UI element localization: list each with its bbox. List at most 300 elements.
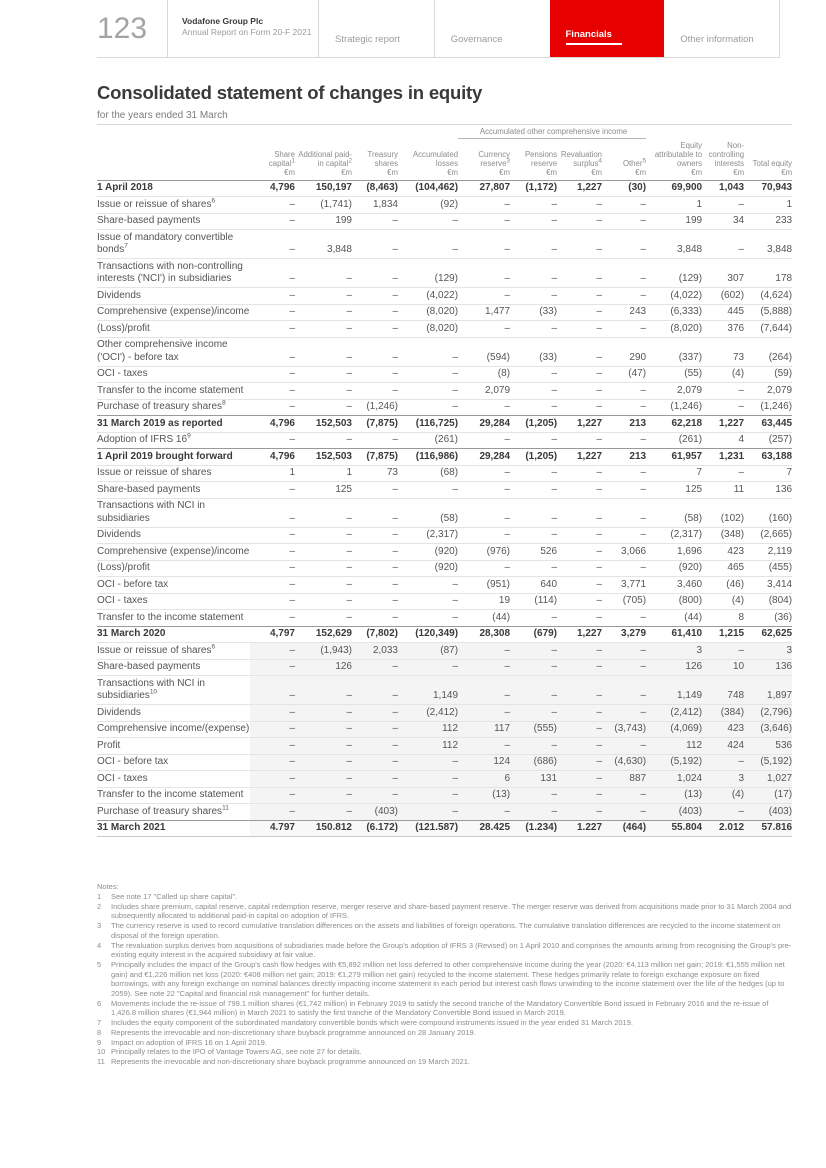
table-cell: –: [352, 754, 398, 771]
table-cell: (1.234): [510, 820, 557, 837]
table-cell: 3: [646, 643, 702, 660]
table-cell: –: [398, 213, 458, 230]
page-subtitle: for the years ended 31 March: [97, 110, 228, 121]
note-item: [97, 1047, 794, 1057]
table-cell: –: [295, 738, 352, 755]
note-text: The revaluation surplus derives from acquisitions of subsidiaries made before the Group's adoption of IFRS 3 (Revised) on 1 April 2010 and comprises the amounts arising from recognising the Group's pre-existing equity interest in the acquired subsidiary at fair value.: [111, 940, 792, 960]
table-row: [97, 259, 792, 288]
table-cell: –: [510, 321, 557, 338]
row-label: Share-based payments: [97, 482, 250, 499]
page-header: [97, 0, 780, 58]
table-cell: –: [557, 721, 602, 738]
table-cell: –: [398, 366, 458, 383]
table-cell: –: [295, 527, 352, 544]
notes-section: [97, 882, 794, 1067]
table-cell: 3,848: [744, 230, 792, 259]
table-cell: –: [250, 659, 295, 676]
table-cell: –: [458, 498, 510, 527]
row-label: Issue or reissue of shares$^6$: [97, 197, 250, 214]
table-cell: –: [510, 643, 557, 660]
table-cell: –: [295, 804, 352, 821]
row-label: Profit: [97, 738, 250, 755]
table-cell: –: [557, 259, 602, 288]
table-cell: –: [352, 288, 398, 305]
table-cell: (46): [702, 577, 744, 594]
table-cell: 28,308: [458, 626, 510, 643]
table-cell: 748: [702, 676, 744, 705]
table-row: [97, 593, 792, 610]
table-cell: –: [602, 383, 646, 400]
table-cell: –: [557, 676, 602, 705]
table-cell: 213: [602, 449, 646, 466]
table-cell: –: [510, 213, 557, 230]
note-text: Represents the irrevocable and non-discretionary share buyback programme announced on 28 January 2019.: [111, 1027, 476, 1037]
column-unit: €m: [284, 167, 295, 177]
tab-label: Strategic report: [335, 34, 400, 45]
table-cell: –: [602, 610, 646, 627]
table-cell: 1,149: [646, 676, 702, 705]
table-cell: 73: [702, 337, 744, 366]
row-label: Transactions with non-controlling interests ('NCI') in subsidiaries: [97, 259, 250, 288]
table-cell: –: [702, 230, 744, 259]
table-cell: –: [250, 787, 295, 804]
table-cell: –: [250, 482, 295, 499]
spanner-spacer-right: [646, 125, 792, 139]
column-unit: €m: [499, 167, 511, 177]
row-label: Adoption of IFRS $16^9$: [97, 432, 250, 449]
table-cell: –: [557, 321, 602, 338]
table-cell: 465: [702, 560, 744, 577]
table-cell: 199: [646, 213, 702, 230]
table-cell: (800): [646, 593, 702, 610]
table-cell: 150.812: [295, 820, 352, 837]
table-cell: –: [295, 399, 352, 416]
table-cell: 117: [458, 721, 510, 738]
table-cell: –: [458, 804, 510, 821]
table-cell: 2,033: [352, 643, 398, 660]
table-cell: –: [458, 230, 510, 259]
row-label: Transfer to the income statement: [97, 610, 250, 627]
table-cell: (976): [458, 544, 510, 561]
table-cell: 233: [744, 213, 792, 230]
table-cell: (2,317): [646, 527, 702, 544]
table-cell: –: [352, 544, 398, 561]
table-cell: –: [352, 337, 398, 366]
table-cell: 2,079: [646, 383, 702, 400]
table-cell: –: [602, 482, 646, 499]
table-cell: 6: [458, 771, 510, 788]
table-cell: –: [458, 738, 510, 755]
table-cell: (1,246): [646, 399, 702, 416]
table-cell: –: [510, 738, 557, 755]
table-cell: 526: [510, 544, 557, 561]
table-cell: 1,024: [646, 771, 702, 788]
table-cell: –: [458, 643, 510, 660]
aoci-spanner-row: [97, 125, 792, 139]
table-cell: –: [702, 804, 744, 821]
table-cell: –: [398, 659, 458, 676]
table-cell: –: [458, 259, 510, 288]
table-cell: –: [510, 482, 557, 499]
row-label: (Loss)/profit: [97, 321, 250, 338]
column-header: Revaluation surplus$^4$ €m: [557, 139, 602, 181]
table-row: [97, 610, 792, 627]
table-cell: –: [458, 399, 510, 416]
table-cell: 126: [295, 659, 352, 676]
table-cell: –: [602, 213, 646, 230]
table-row: [97, 482, 792, 499]
row-label: Share-based payments: [97, 213, 250, 230]
table-cell: 3,460: [646, 577, 702, 594]
table-cell: –: [295, 432, 352, 449]
table-cell: –: [557, 738, 602, 755]
table-cell: –: [458, 482, 510, 499]
table-cell: –: [510, 259, 557, 288]
table-cell: –: [352, 304, 398, 321]
table-cell: –: [352, 527, 398, 544]
note-text: See note 17 "Called up share capital".: [111, 892, 238, 901]
table-cell: (3,646): [744, 721, 792, 738]
table-cell: –: [250, 321, 295, 338]
table-cell: (1,205): [510, 416, 557, 433]
table-cell: (55): [646, 366, 702, 383]
table-cell: (92): [398, 197, 458, 214]
table-cell: 536: [744, 738, 792, 755]
table-cell: (5,888): [744, 304, 792, 321]
table-cell: –: [557, 197, 602, 214]
column-header: Accumulated losses €m: [398, 139, 458, 181]
table-cell: –: [510, 659, 557, 676]
table-row: [97, 626, 792, 643]
tab-financials[interactable]: [550, 0, 665, 57]
note-text: The currency reserve is used to record cumulative translation differences on the assets and liabilities of foreign operations. The cumulative translation differences are recycled to the income statement on disposal of the foreign operation.: [111, 921, 781, 940]
table-cell: –: [398, 610, 458, 627]
table-cell: (160): [744, 498, 792, 527]
table-cell: (594): [458, 337, 510, 366]
active-tab-underline: [566, 43, 622, 45]
table-cell: 10: [702, 659, 744, 676]
table-cell: –: [250, 230, 295, 259]
row-label: 1 April 2019 brought forward: [97, 449, 250, 466]
tab-label: Other information: [680, 34, 754, 45]
table-cell: –: [510, 787, 557, 804]
table-cell: –: [352, 482, 398, 499]
table-cell: (4,624): [744, 288, 792, 305]
table-cell: (58): [646, 498, 702, 527]
table-cell: (920): [646, 560, 702, 577]
table-row: [97, 676, 792, 705]
table-cell: –: [510, 197, 557, 214]
table-cell: (1,246): [352, 399, 398, 416]
table-row: [97, 197, 792, 214]
table-cell: (3,743): [602, 721, 646, 738]
row-label: Transfer to the income statement: [97, 787, 250, 804]
row-label: OCI - taxes: [97, 593, 250, 610]
table-row: [97, 544, 792, 561]
table-cell: –: [557, 577, 602, 594]
table-cell: 243: [602, 304, 646, 321]
table-cell: –: [295, 366, 352, 383]
note-text: Principally relates to the IPO of Vantage Towers AG, see note 27 for details.: [111, 1047, 362, 1057]
table-cell: –: [510, 705, 557, 722]
table-cell: 1: [250, 465, 295, 482]
tab-strategic-report[interactable]: [318, 0, 434, 57]
note-number: 2: [97, 901, 102, 911]
note-item: [97, 1018, 794, 1028]
table-cell: –: [295, 705, 352, 722]
column-unit: €m: [635, 167, 647, 177]
table-cell: –: [458, 197, 510, 214]
table-cell: –: [510, 399, 557, 416]
table-cell: –: [602, 787, 646, 804]
table-cell: (920): [398, 560, 458, 577]
column-unit: €m: [341, 167, 352, 177]
column-unit: €m: [733, 167, 745, 177]
table-cell: (1,246): [744, 399, 792, 416]
table-cell: 1,227: [557, 180, 602, 197]
table-row: [97, 416, 792, 433]
page-number: 123: [97, 11, 148, 45]
table-cell: (33): [510, 304, 557, 321]
note-text: Impact on adoption of IFRS 16 on 1 April 2019.: [111, 1037, 267, 1047]
table-cell: –: [557, 465, 602, 482]
table-cell: 1: [744, 197, 792, 214]
table-cell: –: [557, 482, 602, 499]
table-cell: 63,445: [744, 416, 792, 433]
table-cell: 1,897: [744, 676, 792, 705]
table-cell: –: [352, 659, 398, 676]
table-cell: (4): [702, 593, 744, 610]
table-cell: –: [602, 738, 646, 755]
table-cell: –: [702, 643, 744, 660]
table-cell: 136: [744, 482, 792, 499]
table-cell: –: [352, 676, 398, 705]
note-text: Movements include the re-issue of 799.1 million shares (€1,742 million) in February 2019 to satisfy the second tranche of the Mandatory Convertible Bond issued in February 2016 and the re-issue of 1,426.8 million shares (€1,944 million) in March 2021 to satisfy the first tranche of the Mandatory Convertible Bond issued in March 2019.: [111, 998, 769, 1018]
row-label: 31 March 2019 as reported: [97, 416, 250, 433]
table-cell: 3,066: [602, 544, 646, 561]
table-cell: –: [250, 366, 295, 383]
table-cell: –: [398, 804, 458, 821]
table-row: [97, 321, 792, 338]
table-cell: –: [250, 721, 295, 738]
table-row: [97, 804, 792, 821]
table-cell: 1,027: [744, 771, 792, 788]
table-cell: –: [510, 288, 557, 305]
table-cell: –: [295, 383, 352, 400]
table-cell: (403): [744, 804, 792, 821]
table-cell: –: [295, 337, 352, 366]
note-item: [97, 941, 794, 960]
table-cell: –: [352, 705, 398, 722]
table-cell: (7,875): [352, 449, 398, 466]
table-cell: –: [250, 259, 295, 288]
table-cell: –: [250, 432, 295, 449]
column-header-row: [97, 139, 792, 181]
table-cell: 376: [702, 321, 744, 338]
table-cell: –: [250, 676, 295, 705]
table-cell: (120,349): [398, 626, 458, 643]
table-cell: (4,022): [646, 288, 702, 305]
table-cell: 3: [702, 771, 744, 788]
table-row: [97, 337, 792, 366]
table-cell: –: [458, 659, 510, 676]
table-row: [97, 180, 792, 197]
row-label: Transfer to the income statement: [97, 383, 250, 400]
table-cell: –: [398, 754, 458, 771]
table-cell: 19: [458, 593, 510, 610]
table-cell: 307: [702, 259, 744, 288]
table-cell: 61,410: [646, 626, 702, 643]
row-label-header: [97, 139, 250, 181]
note-item: [97, 1057, 794, 1067]
note-text: Represents the irrevocable and non-discretionary share buyback programme announced on 19 March 2021.: [111, 1056, 470, 1066]
tab-label: Financials: [565, 29, 612, 40]
table-cell: 34: [702, 213, 744, 230]
table-cell: (33): [510, 337, 557, 366]
table-cell: –: [602, 659, 646, 676]
table-cell: (4): [702, 787, 744, 804]
table-cell: –: [557, 643, 602, 660]
table-cell: 131: [510, 771, 557, 788]
row-label: OCI - taxes: [97, 366, 250, 383]
table-cell: –: [510, 366, 557, 383]
table-cell: –: [702, 754, 744, 771]
table-cell: –: [398, 230, 458, 259]
table-cell: 11: [702, 482, 744, 499]
table-cell: 124: [458, 754, 510, 771]
table-cell: –: [352, 560, 398, 577]
table-cell: –: [458, 465, 510, 482]
table-cell: –: [250, 577, 295, 594]
table-cell: –: [602, 804, 646, 821]
table-row: [97, 527, 792, 544]
tab-other-information[interactable]: [664, 0, 780, 57]
table-cell: –: [352, 593, 398, 610]
row-label: Issue or reissue of shares: [97, 465, 250, 482]
table-cell: –: [557, 498, 602, 527]
table-cell: –: [510, 560, 557, 577]
table-cell: 1,834: [352, 197, 398, 214]
note-item: [97, 921, 794, 940]
table-cell: 4,796: [250, 180, 295, 197]
table-cell: –: [295, 304, 352, 321]
table-cell: 136: [744, 659, 792, 676]
row-label: Transactions with NCI in subsidiaries$^{10}$: [97, 676, 250, 705]
table-cell: –: [295, 288, 352, 305]
table-cell: –: [250, 399, 295, 416]
table-cell: 199: [295, 213, 352, 230]
table-cell: –: [557, 432, 602, 449]
row-label: 31 March 2021: [97, 820, 250, 837]
table-cell: 125: [295, 482, 352, 499]
table-cell: –: [352, 577, 398, 594]
table-cell: (920): [398, 544, 458, 561]
table-cell: –: [510, 432, 557, 449]
column-unit: €m: [591, 167, 603, 177]
table-cell: 152,503: [295, 449, 352, 466]
table-cell: –: [250, 527, 295, 544]
table-cell: –: [602, 197, 646, 214]
table-cell: (121.587): [398, 820, 458, 837]
table-cell: 4: [702, 432, 744, 449]
table-row: [97, 787, 792, 804]
table-cell: –: [458, 321, 510, 338]
table-cell: –: [602, 676, 646, 705]
table-cell: (337): [646, 337, 702, 366]
table-cell: –: [557, 544, 602, 561]
page-title: Consolidated statement of changes in equity: [97, 82, 483, 103]
row-label: Other comprehensive income ('OCI') - before tax: [97, 337, 250, 366]
table-cell: 1,227: [557, 626, 602, 643]
spanner-spacer-left: [97, 125, 458, 139]
table-row: [97, 213, 792, 230]
table-cell: –: [557, 383, 602, 400]
row-label: Comprehensive income/(expense): [97, 721, 250, 738]
table-cell: 2,119: [744, 544, 792, 561]
table-cell: –: [398, 337, 458, 366]
table-cell: 4,796: [250, 449, 295, 466]
table-cell: –: [602, 498, 646, 527]
table-cell: 4,797: [250, 626, 295, 643]
row-label: OCI - before tax: [97, 754, 250, 771]
table-cell: –: [557, 705, 602, 722]
table-cell: (686): [510, 754, 557, 771]
table-cell: –: [398, 787, 458, 804]
table-cell: 1: [646, 197, 702, 214]
table-cell: 2.012: [702, 820, 744, 837]
table-cell: 424: [702, 738, 744, 755]
table-cell: –: [352, 213, 398, 230]
table-cell: (1,741): [295, 197, 352, 214]
note-number: 3: [97, 921, 102, 931]
note-number: 9: [97, 1037, 102, 1047]
table-cell: –: [702, 197, 744, 214]
row-label: Share-based payments: [97, 659, 250, 676]
table-cell: (455): [744, 560, 792, 577]
table-cell: (2,412): [646, 705, 702, 722]
row-label: OCI - taxes: [97, 771, 250, 788]
table-cell: (129): [646, 259, 702, 288]
table-cell: 1,215: [702, 626, 744, 643]
tab-governance[interactable]: [434, 0, 550, 57]
table-cell: 112: [646, 738, 702, 755]
table-cell: 29,284: [458, 416, 510, 433]
table-cell: –: [398, 482, 458, 499]
table-cell: –: [557, 230, 602, 259]
table-cell: (104,462): [398, 180, 458, 197]
table-cell: –: [602, 527, 646, 544]
row-label: (Loss)/profit: [97, 560, 250, 577]
table-cell: 3,279: [602, 626, 646, 643]
table-cell: 63,188: [744, 449, 792, 466]
table-cell: 178: [744, 259, 792, 288]
table-row: [97, 498, 792, 527]
note-number: 8: [97, 1027, 102, 1037]
table-row: [97, 721, 792, 738]
table-row: [97, 754, 792, 771]
note-item: [97, 1038, 794, 1048]
table-cell: (8,020): [398, 304, 458, 321]
row-label: Issue of mandatory convertible bonds$^7$: [97, 230, 250, 259]
column-header: Additional paid-in capital$^2$ €m: [295, 139, 352, 181]
table-cell: –: [602, 560, 646, 577]
table-cell: (679): [510, 626, 557, 643]
table-cell: –: [398, 399, 458, 416]
row-label: Comprehensive (expense)/income: [97, 544, 250, 561]
table-cell: 29,284: [458, 449, 510, 466]
column-unit: €m: [447, 167, 459, 177]
table-cell: (59): [744, 366, 792, 383]
